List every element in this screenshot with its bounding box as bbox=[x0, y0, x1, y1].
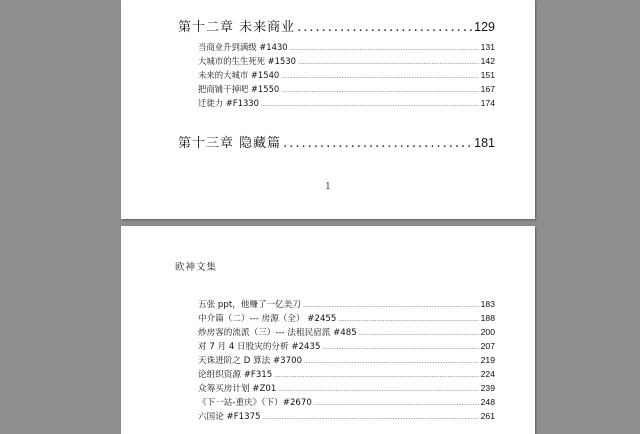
chapter-title: 第十三章 隐藏篇 bbox=[178, 136, 282, 151]
toc-entry[interactable] bbox=[198, 69, 495, 81]
entry-page-number: 131 bbox=[480, 42, 495, 52]
entry-title: 对 7 月 4 日股灾的分析 #2435 bbox=[198, 342, 321, 352]
toc-entry[interactable] bbox=[198, 312, 495, 324]
toc-entry[interactable] bbox=[198, 410, 495, 422]
leader-dots bbox=[304, 359, 479, 365]
entry-title: 中介篇（二）--- 房源（全） #2455 bbox=[198, 314, 337, 324]
entry-title: 迁徙力 #F1330 bbox=[198, 98, 259, 108]
entry-title: 六国论 #F1375 bbox=[198, 412, 261, 422]
document-page-2 bbox=[121, 226, 535, 434]
entry-page-number: 261 bbox=[480, 411, 495, 421]
toc-entry[interactable] bbox=[198, 298, 495, 310]
leader-dots bbox=[314, 401, 479, 407]
running-header-title: 欧神文集 bbox=[175, 262, 218, 273]
toc-entry[interactable] bbox=[198, 340, 495, 352]
chapter-page-number: 129 bbox=[474, 20, 495, 34]
toc-entry[interactable] bbox=[198, 41, 495, 53]
entry-page-number: 239 bbox=[480, 383, 495, 393]
entry-title: 把商铺干掉吧 #1550 bbox=[198, 84, 280, 94]
leader-dots bbox=[359, 331, 479, 337]
leader-dots bbox=[338, 317, 478, 323]
leader-dots bbox=[281, 74, 478, 80]
entry-title: 五张 ppt，他赚了一亿美刀 bbox=[198, 300, 301, 310]
leader-dots bbox=[261, 102, 479, 108]
entry-page-number: 142 bbox=[480, 56, 495, 66]
toc-entry[interactable] bbox=[198, 382, 495, 394]
entry-title: 当商业升到满级 #1430 bbox=[198, 42, 288, 52]
leader-dots bbox=[278, 387, 478, 393]
entry-page-number: 174 bbox=[480, 98, 495, 108]
leader-dots bbox=[322, 345, 478, 351]
entry-title: 《下一站-重庆》（下）#2670 bbox=[198, 398, 312, 408]
entry-page-number: 200 bbox=[480, 327, 495, 337]
toc-chapter-13[interactable] bbox=[178, 132, 495, 151]
toc-entry[interactable] bbox=[198, 368, 495, 380]
toc-entry[interactable] bbox=[198, 55, 495, 67]
entry-title: 炒房客的流派（三）--- 法租民宿派 #485 bbox=[198, 328, 357, 338]
toc-entry[interactable] bbox=[198, 396, 495, 408]
toc-chapter-12[interactable] bbox=[178, 16, 495, 35]
entry-page-number: 248 bbox=[480, 397, 495, 407]
leader-dots bbox=[290, 46, 479, 52]
leader-dots bbox=[297, 20, 472, 35]
leader-dots bbox=[283, 136, 472, 151]
toc-entry[interactable] bbox=[198, 326, 495, 338]
entry-title: 未来的大城市 #1540 bbox=[198, 70, 280, 80]
leader-dots bbox=[263, 415, 479, 421]
entry-title: 众筹买房计划 #Z01 bbox=[198, 384, 277, 394]
entry-page-number: 151 bbox=[480, 70, 495, 80]
entry-title: 天诛进阶之 D 算法 #3700 bbox=[198, 356, 303, 366]
toc-entry[interactable] bbox=[198, 83, 495, 95]
page-number: 1 bbox=[325, 182, 331, 192]
toc-entry[interactable] bbox=[198, 354, 495, 366]
chapter-title: 第十二章 未来商业 bbox=[178, 20, 296, 35]
leader-dots bbox=[281, 88, 478, 94]
entry-page-number: 207 bbox=[480, 341, 495, 351]
toc-entry[interactable] bbox=[198, 97, 495, 109]
entry-page-number: 183 bbox=[480, 299, 495, 309]
chapter-page-number: 181 bbox=[474, 136, 495, 150]
document-page-1 bbox=[121, 0, 535, 219]
entry-page-number: 224 bbox=[480, 369, 495, 379]
leader-dots bbox=[298, 60, 479, 66]
entry-title: 大城市的生生死死 #1530 bbox=[198, 56, 296, 66]
entry-page-number: 219 bbox=[480, 355, 495, 365]
entry-title: 论组织资源 #F315 bbox=[198, 370, 273, 380]
leader-dots bbox=[303, 303, 479, 309]
entry-page-number: 167 bbox=[480, 84, 495, 94]
entry-page-number: 188 bbox=[480, 313, 495, 323]
leader-dots bbox=[274, 373, 478, 379]
